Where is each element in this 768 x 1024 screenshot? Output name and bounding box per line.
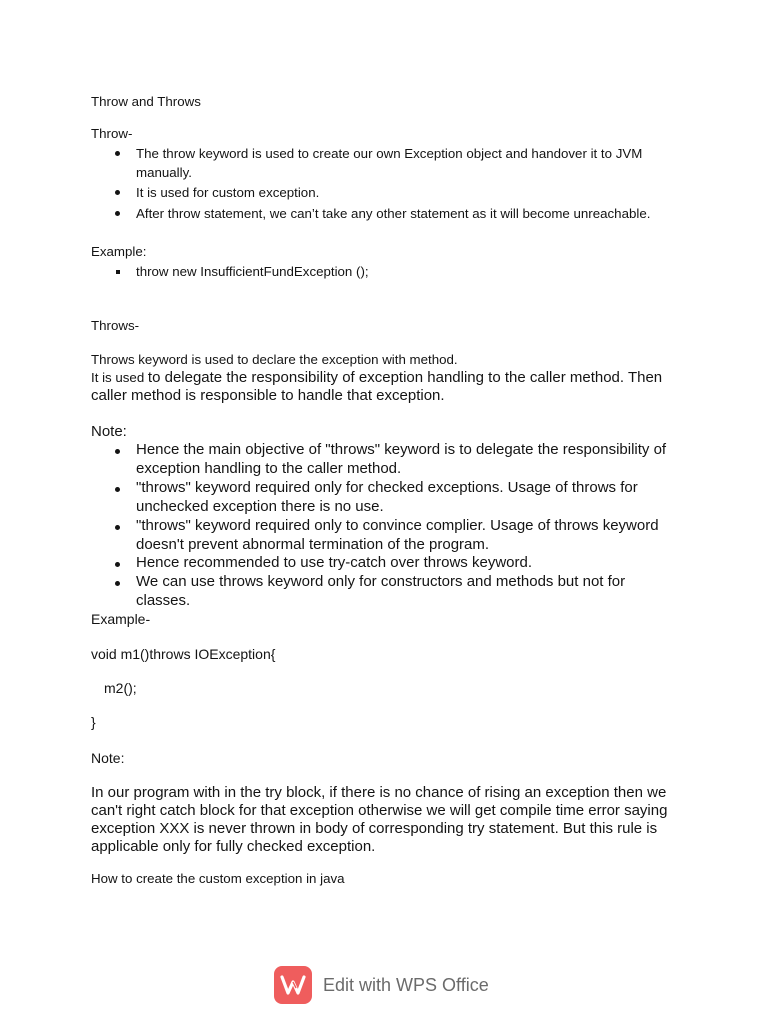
bullet-dot-icon [115, 449, 120, 454]
list-item: The throw keyword is used to create our own Exception object and handover it to JVM [136, 146, 643, 161]
section-heading: How to create the custom exception in java [91, 871, 345, 886]
paragraph-line: In our program with in the try block, if there is no chance of rising an exception then we [91, 784, 667, 801]
list-item: Hence the main objective of "throws" keyword is to delegate the responsibility of [136, 441, 667, 458]
example-code: throw new InsufficientFundException (); [136, 264, 369, 279]
list-item: After throw statement, we can’t take any other statement as it will become unreachable. [136, 206, 651, 221]
list-item: "throws" keyword required only to convince complier. Usage of throws keyword [136, 517, 659, 534]
list-item: classes. [136, 592, 191, 609]
list-item: We can use throws keyword only for constructors and methods but not for [136, 573, 626, 590]
code-line: } [91, 714, 96, 730]
bullet-dot-icon [115, 190, 120, 195]
example-label: Example: [91, 244, 147, 259]
throws-line-prefix: It is used [91, 370, 148, 385]
wps-w-icon [274, 966, 312, 1004]
example-label: Example- [91, 611, 151, 627]
bullet-dot-icon [115, 211, 120, 216]
document-title: Throw and Throws [91, 94, 201, 109]
square-bullet-icon [116, 270, 120, 274]
paragraph-line: can't right catch block for that exception otherwise we will get compile time error saying [91, 802, 668, 819]
throws-heading: Throws- [91, 318, 140, 333]
throws-line-rest: to delegate the responsibility of exception handling to the caller method. Then [147, 369, 663, 386]
code-line: void m1()throws IOException{ [91, 646, 276, 662]
bullet-dot-icon [115, 151, 120, 156]
throws-line: Throws keyword is used to declare the exception with method. [91, 352, 458, 367]
code-line: m2(); [104, 680, 137, 696]
note-label: Note: [91, 423, 127, 440]
bullet-dot-icon [115, 487, 120, 492]
list-item: manually. [136, 165, 192, 180]
bullet-dot-icon [115, 562, 120, 567]
list-item: doesn't prevent abnormal termination of the program. [136, 536, 490, 553]
paragraph-line: applicable only for fully checked exception. [91, 838, 376, 855]
list-item: exception handling to the caller method. [136, 460, 402, 477]
note-label: Note: [91, 750, 125, 766]
list-item: Hence recommended to use try-catch over throws keyword. [136, 554, 532, 571]
bullet-dot-icon [115, 581, 120, 586]
list-item: "throws" keyword required only for checked exceptions. Usage of throws for [136, 479, 638, 496]
throws-line: caller method is responsible to handle that exception. [91, 387, 445, 404]
wps-label: Edit with WPS Office [323, 975, 489, 995]
bullet-dot-icon [115, 525, 120, 530]
list-item: unchecked exception there is no use. [136, 498, 384, 515]
paragraph-line: exception XXX is never thrown in body of corresponding try statement. But this rule is [91, 820, 658, 837]
throw-heading: Throw- [91, 126, 133, 141]
throws-line [91, 368, 662, 387]
list-item: It is used for custom exception. [136, 185, 320, 200]
